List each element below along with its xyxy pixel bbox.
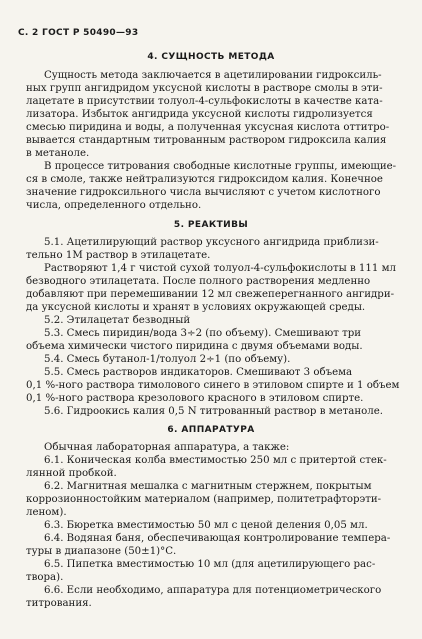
section-title-reagents: 5. РЕАКТИВЫ	[173, 220, 249, 230]
text-line: 0,1 %-ного раствора крезолового красного в этиловом спирте.	[26, 393, 364, 404]
text-line: 5.2. Этилацетат безводный	[44, 315, 191, 326]
text-line: 5.4. Смесь бутанол-1/толуол 2÷1 (по объему).	[44, 354, 291, 365]
text-line: лацетате в присутствии толуол-4-сульфокислоты в качестве ката-	[26, 96, 383, 107]
text-line: значение гидроксильного числа вычисляют с учетом кислотного	[26, 187, 381, 198]
text-line: 5.1. Ацетилирующий раствор уксусного ангидрида приблизи-	[44, 237, 379, 248]
text-line: лянной пробкой.	[26, 468, 117, 479]
text-line: смесью пиридина и воды, а полученная уксусная кислота оттитро-	[26, 122, 390, 133]
text-line: Сущность метода заключается в ацетилировании гидроксиль-	[44, 70, 382, 81]
text-line: безводного этилацетата. После полного растворения медленно	[26, 276, 371, 287]
text-line: 6.1. Коническая колба вместимостью 250 мл с притертой стек-	[44, 455, 387, 466]
text-line: Растворяют 1,4 г чистой сухой толуол-4-сульфокислоты в 111 мл	[44, 263, 397, 274]
running-header: С. 2 ГОСТ Р 50490—93	[18, 28, 139, 38]
text-line: ся в смоле, также нейтрализуются гидроксидом калия. Конечное	[26, 174, 383, 185]
text-line: 6.4. Водяная баня, обеспечивающая контролирование темпера-	[44, 533, 391, 544]
text-line: 6.5. Пипетка вместимостью 10 мл (для ацетилирующего рас-	[44, 559, 376, 570]
text-line: коррозионностойким материалом (например, политетрафторэти-	[26, 494, 382, 505]
text-line: тельно 1М раствор в этилацетате.	[26, 250, 211, 261]
text-line: леном).	[26, 507, 67, 518]
text-line: туры в диапазоне (50±1)°С.	[26, 546, 177, 557]
text-line: 6.6. Если необходимо, аппаратура для потенциометрического	[44, 585, 382, 596]
text-line: 5.6. Гидроокись калия 0,5 N титрованный раствор в метаноле.	[44, 406, 383, 417]
section-title-essence: 4. СУЩНОСТЬ МЕТОДА	[147, 52, 275, 62]
text-line: лизатора. Избыток ангидрида уксусной кислоты гидролизуется	[26, 109, 373, 120]
text-line: добавляют при перемешивании 12 мл свежеперегнанного ангидри-	[26, 289, 395, 300]
text-line: да уксусной кислоты и хранят в условиях окружающей среды.	[26, 302, 366, 313]
section-title-apparatus: 6. АППАРАТУРА	[167, 425, 255, 435]
text-line: 5.5. Смесь растворов индикаторов. Смешивают 3 объема	[44, 367, 353, 378]
text-line: объема химически чистого пиридина с двумя объемами воды.	[26, 341, 363, 352]
text-line: ных групп ангидридом уксусной кислоты в растворе смолы в эти-	[26, 83, 383, 94]
text-line: 6.2. Магнитная мешалка с магнитным стержнем, покрытым	[44, 481, 372, 492]
text-line: 5.3. Смесь пиридин/вода 3÷2 (по объему). Смешивают три	[44, 328, 362, 339]
text-line: В процессе титрования свободные кислотные группы, имеющие-	[44, 161, 397, 172]
text-line: 0,1 %-ного раствора тимолового синего в этиловом спирте и 1 объем	[26, 380, 400, 391]
text-line: Обычная лабораторная аппаратура, а также:	[44, 442, 290, 453]
text-line: вывается стандартным титрованным раствором гидроксила калия	[26, 135, 387, 146]
text-line: твора).	[26, 572, 64, 583]
text-line: в метаноле.	[26, 148, 90, 159]
text-line: числа, определенного отдельно.	[26, 200, 202, 211]
text-line: 6.3. Бюретка вместимостью 50 мл с ценой деления 0,05 мл.	[44, 520, 368, 531]
text-line: титрования.	[26, 598, 92, 609]
